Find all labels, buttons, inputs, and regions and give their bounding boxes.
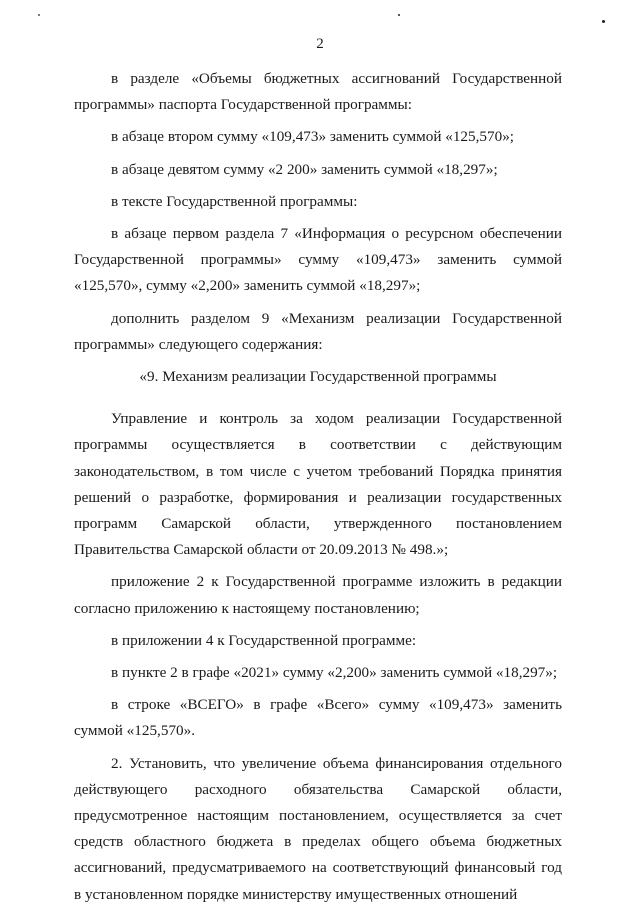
- paragraph: в абзаце первом раздела 7 «Информация о ресурсном обеспечении Государственной программы» сумму «109,473» заменить суммой «125,570», сумму «2,200» заменить суммой «18,297»;: [74, 225, 562, 295]
- paragraph: в тексте Государственной программы:: [111, 192, 358, 210]
- paragraph: 2. Установить, что увеличение объема финансирования отдельного действующего расходного обязательства Самарской области, предусмотренное настоящим постановлением, осуществляется за счет средств областного бюджета в пределах общего объема бюджетных ассигнований, предусматриваемого на соответствующий финансовый год в установленном порядке министерству имущественных отношений: [74, 754, 562, 903]
- paragraph: Управление и контроль за ходом реализации Государственной программы осуществляется в соответствии с действующим законодательством, в том числе с учетом требований Порядка принятия решений о разработке, формирования и реализации государственных программ Самарской области, утвержденного постановлением Правительства Самарской области от 20.09.2013 № 498.»;: [74, 410, 562, 559]
- paragraph: дополнить разделом 9 «Механизм реализации Государственной программы» следующего содержания:: [74, 309, 562, 353]
- document-body: [74, 66, 562, 908]
- paragraph: в пункте 2 в графе «2021» сумму «2,200» заменить суммой «18,297»;: [111, 664, 558, 682]
- paragraph: в абзаце девятом сумму «2 200» заменить суммой «18,297»;: [111, 160, 498, 178]
- section-heading: «9. Механизм реализации Государственной программы: [139, 368, 497, 386]
- paragraph: в строке «ВСЕГО» в графе «Всего» сумму «109,473» заменить суммой «125,570».: [74, 696, 562, 740]
- paragraph: в разделе «Объемы бюджетных ассигнований Государственной программы» паспорта Государственной программы:: [74, 70, 562, 114]
- page-number: 2: [316, 36, 324, 52]
- paragraph: приложение 2 к Государственной программе изложить в редакции согласно приложению к настоящему постановлению;: [74, 573, 562, 617]
- scan-speck: [398, 14, 400, 16]
- scan-speck: [602, 20, 605, 23]
- scan-speck: [38, 14, 40, 16]
- paragraph: в абзаце втором сумму «109,473» заменить суммой «125,570»;: [111, 128, 515, 146]
- paragraph: в приложении 4 к Государственной программе:: [111, 631, 417, 649]
